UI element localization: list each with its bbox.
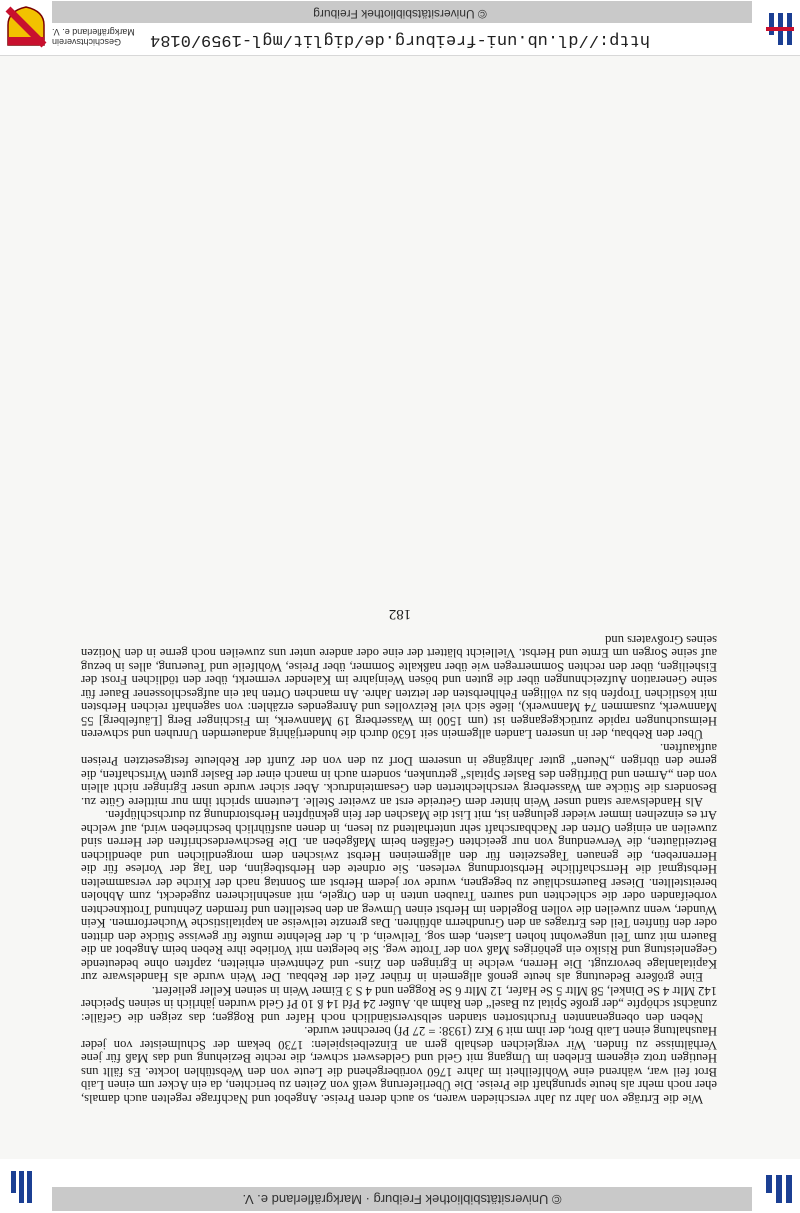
- paragraph-prices: Wie die Erträge von Jahr zu Jahr verschieden waren, so auch deren Preise. Angebot und Nachfrage regelten auch damals, eher noch mehr als heute sprunghaft die Preise. Die Überlieferung weiß von Zeiten zu berichten, da ein Acker um einen Laib Brot feil war, während eine Wohlfeilheit im Jahre 1760 vorübergehend die Leute von den Webstühlen lockte. Es fällt uns Heutigen trotz eigenem Erleben im Umgang mit Geld und Geldeswert schwer, die rechte Beziehung und das Maß für jene Verhältnisse zu finden. Wir vergleichen deshalb gern an Einzelbeispielen: 1730 bekam der Schulmeister von jeder Haushaltung einen Laib Brot, der ihm mit 9 Krz (1938: = 27 Pf) berechnet wurde.: [81, 1024, 717, 1106]
- header-credit-text: © Universitätsbibliothek Freiburg · Markgräflerland e. V.: [242, 1192, 562, 1207]
- paragraph-grain-dues: Neben den obengenannten Fruchtsorten standen selbstverständlich noch Hafer und Roggen; das zeigen die Gefälle: zunächst schöpfte „der große Spital zu Basel“ den Rahm ab. Außer 24 Pfd 14 ß 10 Pf Geld wurden jährlich in seinen Speicher 142 Mltr 4 Se Dinkel, 58 Mltr 5 Se Hafer, 12 Mltr 6 Se Roggen und 4 S 3 Eimer Wein in seinen Keller geliefert.: [81, 984, 717, 1025]
- header-band: [0, 1158, 800, 1213]
- footer-credit-text: © Universitätsbibliothek Freiburg: [313, 7, 487, 21]
- footer-band: [0, 0, 800, 56]
- page-number: 182: [388, 606, 412, 622]
- uni-freiburg-logo-icon: [756, 1169, 796, 1209]
- permalink-url[interactable]: http://dl.ub.uni-freiburg.de/diglit/mgl-1959/0184: [150, 30, 650, 49]
- paragraph-vine-history: Über den Rebbau, der in unseren Landen allgemein seit 1630 durch die hundertjährig andauernden Unruhen und schweren Heimsuchungen rapide zurückgegangen ist (um 1500 im Wasserberg 19 Mannwerk, im Fischinger Berg [Läufelberg] 55 Mannwerk, zusammen 74 Mannwerk), ließe sich viel Reizvolles und Anregendes erzählen: von sagenhaft reichen Herbsten mit köstlichen Tropfen bis zu völligen Fehlherbsten der letzten Jahre. An manchen Orten hat ein aufgeschlossener Bauer für seine Generation Aufzeichnungen über die guten und bösen Weinjahre im Kalender vermerkt, über den tödlichen Frost der Eisheiligen, über den rechten Sommerregen wie über naßkalte Sommer, über Preise, Wohlfeile und Teuerung, alles in bezug auf seine Sorgen um Ernte und Herbst. Vielleicht blättert der eine oder andere unter uns zuweilen noch gerne in den Notizen seines Großvaters und: [81, 633, 717, 742]
- coat-of-arms-icon: [4, 5, 48, 49]
- society-logo-caption: Geschichtsverein Markgräflerland e. V.: [52, 27, 135, 47]
- library-mark-icon: [8, 1167, 34, 1207]
- paragraph-viticulture: Eine größere Bedeutung als heute genoß allgemein in früher Zeit der Rebbau. Der Wein wurde als Handelsware zur Kapitalanlage bevorzugt. Die Herren, welche in Egringen den Zins- und Zehntwein erhielten, zapften ohne bedeutende Gegenleistung und Risiko ein gehöriges Maß von der Trotte weg. Sie belegten mit Vorliebe ihre Reben beim Angebot an die Bauern mit zum Teil ungewohnt hohen Lasten, dem sog. Teilwein, d. h. der Belehnte mußte für gewisse Stücke den dritten oder den fünften Teil des Ertrages an den Grundherrn abführen. Das grenzte teilweise an kapitalistische Wucherformen. Kein Wunder, wenn zuweilen die vollen Bogelden im Herbst einen Umweg an den bestellten und fremden Zehntund Trottknechten vorbeifanden oder die schlechten und sauren Trauben unten in den Orgele, mit ansehnlicheren zugedeckt, zum Abholen bereitstellten. Dieser Bauernschläue zu begegnen, wurde vor jedem Herbst am Sonntag nach der Kirche der versammelten Herbstgmaí die Herrschaftliche Herbstordnung verlesen. Sie ordnete den Herbstbeginn, den Tag der Vorlese für die Herrenreben, die genauen Tageszeiten für den allgemeinen Herbst zwischen dem morgendlichen und abendlichen Betzeitläuten, die Verwendung von nur geeichten Gefäßen beim Maßgeben an. Die Beschwerdeschriften der Herren sind zuweilen an einigen Orten der Nachbarschaft sehr unterhaltend zu lesen, in denen ausführlich beschrieben wird, auf welche Art es einzelnen immer wieder gelungen ist, mit List die Maschen der fein geknüpften Herbstordnung zu durchschlüpfen.: [81, 808, 717, 985]
- paragraph-wine-trade: Als Handelsware stand unser Wein hinter dem Getreide erst an zweiter Stelle. Leutenm spricht ihm nur mittlere Güte zu. Besonders die Stücke am Wasserberg verschlechterten den Gesamteindruck. Aber sicher wurde unser Egringer nicht allein von den „Armen und Dürftigen des Basler Spitals“ getrunken, sondern auch in manch einer der Basler guten Wirtschaften, die gerne den übrigen „Neuen“ guter Jahrgänge in unserem Dorf zu den von der Zunft der Rebleute festgesetzten Preisen aufkauften.: [81, 741, 717, 809]
- scanned-paper: [0, 56, 800, 1159]
- page-body-text: [81, 633, 717, 1106]
